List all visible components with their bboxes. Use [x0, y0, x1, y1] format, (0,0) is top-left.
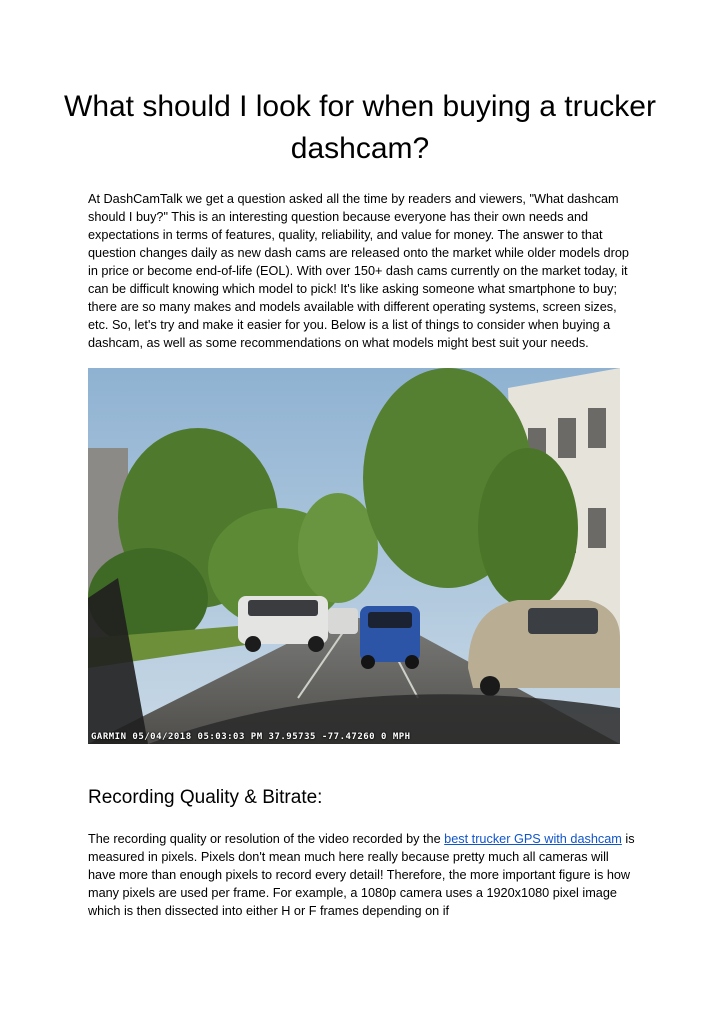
best-trucker-gps-dashcam-link[interactable]: best trucker GPS with dashcam: [444, 832, 622, 846]
intro-paragraph: At DashCamTalk we get a question asked all the time by readers and viewers, "What dashcam should I buy?" This is an interesting question because everyone has their own needs and expectations in terms of features, quality, reliability, and value for money. The answer to that question changes daily as new dash cams are released onto the market while older models drop in price or become end-of-life (EOL). With over 150+ dash cams currently on the market today, it can be difficult knowing which model to pick! It's like asking someone what smartphone to buy; there are so many makes and models available with different operating systems, screen sizes, etc. So, let's try and make it easier for you. Below is a list of things to consider when buying a dashcam, as well as some recommendations on what models might best suit your needs.: [88, 192, 629, 350]
dashcam-overlay-text: GARMIN 05/04/2018 05:03:03 PM 37.95735 -77.47260 0 MPH: [91, 732, 411, 742]
page-title: What should I look for when buying a trucker dashcam?: [64, 90, 656, 165]
section-heading: Recording Quality & Bitrate:: [88, 787, 323, 808]
section-paragraph: [88, 830, 636, 920]
dashcam-scene-illustration: [88, 368, 620, 744]
dashcam-photo: [88, 368, 620, 744]
paragraph-text-before-link: The recording quality or resolution of the video recorded by the: [88, 832, 445, 846]
paragraph-text-after-link: is measured in pixels. Pixels don't mean much here really because pretty much all cameras will have more than enough pixels to record every detail! Therefore, the more important figure is how many pixels are used per frame. For example, a 1080p camera uses a 1920x1080 pixel image which is then dissected into either H or F frames depending on if: [88, 832, 635, 918]
